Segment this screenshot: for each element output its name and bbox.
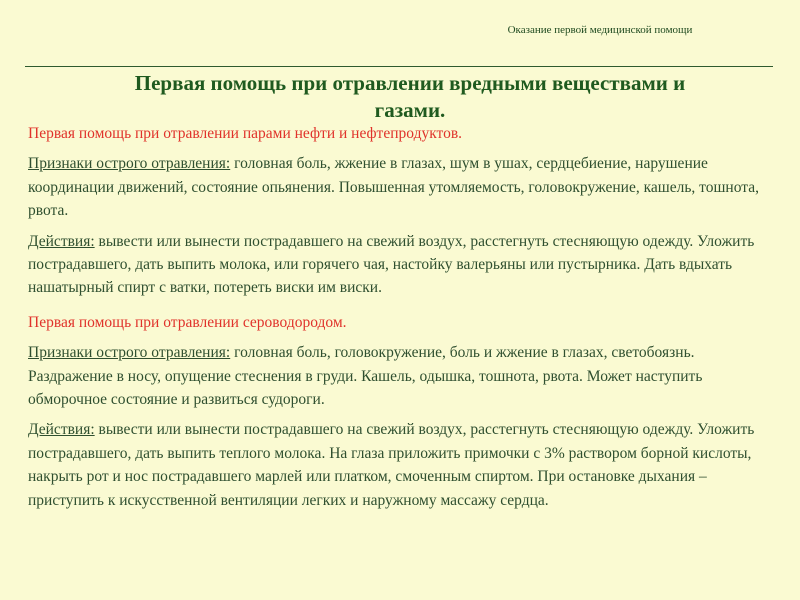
section-1-actions-label: Действия: [28, 232, 95, 250]
slide-title: Первая помощь при отравлении вредными веществами и газами. [134, 71, 686, 122]
section-2-heading: Первая помощь при отравлении сероводородом. [28, 313, 347, 331]
slide-body [28, 122, 780, 512]
section-1-actions [28, 230, 780, 300]
section-2-actions-label: Действия: [28, 421, 95, 439]
section-2-actions-text: вывести или вынести пострадавшего на свежий воздух, расстегнуть стесняющую одежду. Уложить пострадавшего, дать выпить теплого молока. На глаза приложить примочки с 3% раствором борной кислоты, накрыть рот и нос пострадавшего марлей или платком, смоченным спиртом. При остановке дыхания – приступить к искусственной вентиляции легких и наружному массажу сердца. [28, 421, 755, 509]
section-1-signs [28, 152, 780, 222]
header-divider [25, 66, 773, 67]
slide-header: Оказание первой медицинской помощи [507, 24, 693, 36]
section-2-actions [28, 418, 780, 512]
section-1-heading: Первая помощь при отравлении парами нефти и нефтепродуктов. [28, 125, 463, 142]
section-2-signs-label: Признаки острого отравления: [28, 344, 231, 362]
section-1-signs-label: Признаки острого отравления: [28, 155, 231, 173]
section-2-signs [28, 341, 780, 411]
section-1-signs-text: головная боль, жжение в глазах, шум в ушах, сердцебиение, нарушение координации движений, состояние опьянения. Повышенная утомляемость, головокружение, кашель, тошнота, рвота. [28, 155, 759, 220]
section-2-signs-text: головная боль, головокружение, боль и жжение в глазах, светобоязнь. Раздражение в носу, опущение стеснения в груди. Кашель, одышка, тошнота, рвота. Может наступить обморочное состояние и развиться судороги. [28, 344, 703, 409]
section-1-actions-text: вывести или вынести пострадавшего на свежий воздух, расстегнуть стесняющую одежду. Уложить пострадавшего, дать выпить молока, или горячего чая, настойку валерьяны или пустырника. Дать вдыхать нашатырный спирт с ватки, потереть виски им виски. [28, 232, 755, 297]
